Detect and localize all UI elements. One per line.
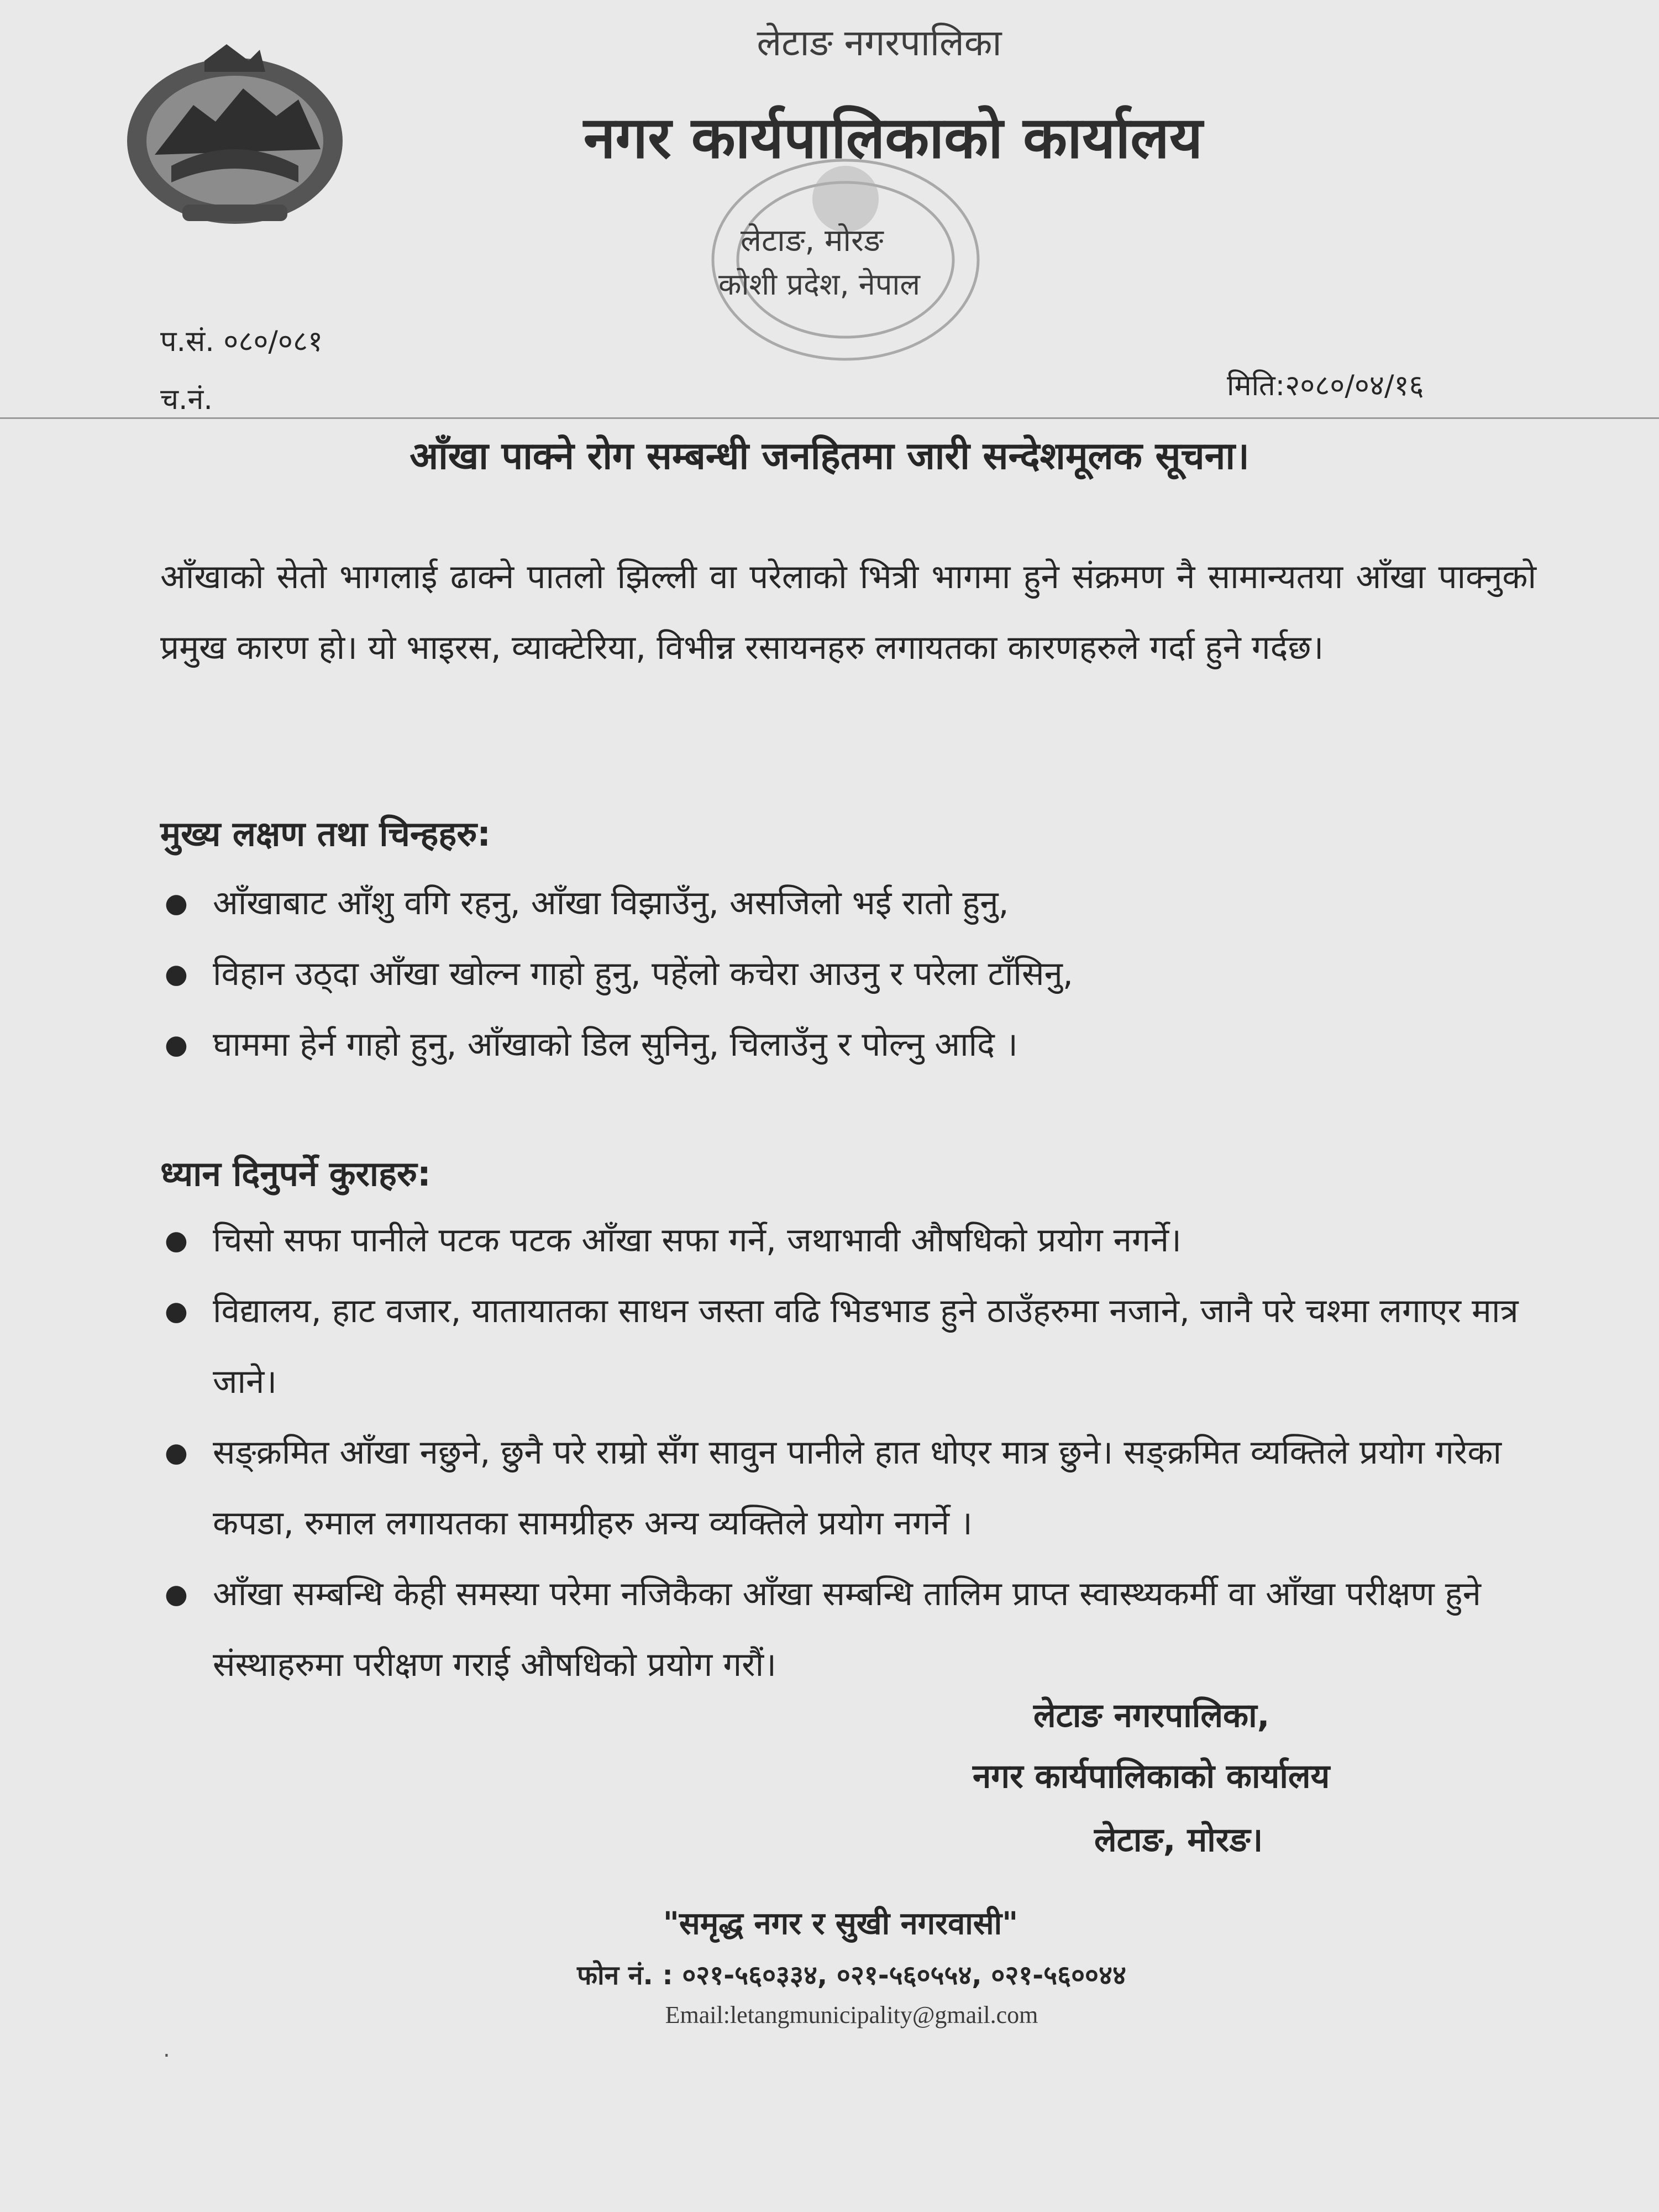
notice-subject: आँखा पाक्ने रोग सम्बन्धी जनहितमा जारी सन्देशमूलक सूचना।: [410, 434, 1250, 478]
bullet-icon: ●: [165, 888, 188, 919]
symptom-text: विहान उठ्दा आँखा खोल्न गाहो हुनु, पहेंलो कचेरा आउनु र परेला टाँसिनु,: [213, 955, 1073, 993]
signature-line2: नगर कार्यपालिकाको कार्यालय: [973, 1757, 1330, 1796]
bullet-icon: ●: [165, 1029, 188, 1060]
bullet-icon: ●: [165, 1296, 188, 1327]
intro-paragraph: आँखाको सेतो भागलाई ढाक्ने पातलो झिल्ली वा परेलाको भित्री भागमा हुने संक्रमण नै सामान्यतया आँखा पाक्नुको प्रमुख कारण हो। यो भाइरस, व्याक्टेरिया, विभीन्न रसायनहरु लगायतका कारणहरुले गर्दा हुने गर्दछ।: [160, 558, 1536, 667]
header-divider: [0, 417, 1659, 419]
precaution-text: विद्यालय, हाट वजार, यातायातका साधन जस्ता वढि भिडभाड हुने ठाउँहरुमा नजाने, जानै परे चश्मा लगाएर मात्र जाने।: [213, 1292, 1519, 1401]
list-item: [160, 1205, 1542, 1276]
footer-phone: फोन नं. : ०२१-५६०३३४, ०२१-५६०५५४, ०२१-५६००४४: [577, 1960, 1126, 1991]
list-item: [160, 939, 1542, 1009]
footer-mark: .: [163, 2037, 170, 2062]
footer-email: Email:letangmunicipality@gmail.com: [665, 2001, 1038, 2028]
letter-date: मिति:२०८०/०४/१६: [1227, 369, 1424, 402]
bullet-icon: ●: [165, 958, 188, 989]
bullet-icon: ●: [165, 1225, 188, 1256]
precautions-heading: ध्यान दिनुपर्ने कुराहरु:: [160, 1154, 431, 1194]
list-item: [160, 1276, 1542, 1417]
list-item: [160, 868, 1542, 939]
symptom-text: घाममा हेर्न गाहो हुनु, आँखाको डिल सुनिनु, चिलाउँनु र पोल्नु आदि ।: [213, 1025, 1018, 1064]
precautions-list: [160, 1205, 1542, 1700]
bullet-icon: ●: [165, 1437, 188, 1468]
list-item: [160, 1559, 1542, 1700]
precaution-text: आँखा सम्बन्धि केही समस्या परेमा नजिकैका आँखा सम्बन्धि तालिम प्राप्त स्वास्थ्यकर्मी वा आँखा परीक्षण हुने संस्थाहरुमा परीक्षण गराई औषधिको प्रयोग गरौं।: [213, 1575, 1481, 1684]
list-item: [160, 1009, 1542, 1080]
dispatch-number: च.नं.: [160, 383, 213, 416]
symptoms-list: [160, 868, 1542, 1080]
bullet-icon: ●: [165, 1579, 188, 1610]
symptom-text: आँखाबाट आँशु वगि रहनु, आँखा विझाउँनु, असजिलो भई रातो हुनु,: [213, 884, 1009, 922]
footer-motto: "समृद्ध नगर र सुखी नगरवासी": [663, 1906, 1019, 1942]
symptoms-heading: मुख्य लक्षण तथा चिन्हहरु:: [160, 814, 491, 854]
office-title: नगर कार्यपालिकाको कार्यालय: [583, 104, 1203, 171]
municipality-name: लेटाङ नगरपालिका: [757, 22, 1002, 64]
signature-line1: लेटाङ नगरपालिका,: [1033, 1696, 1270, 1735]
office-address-line1: लेटाङ, मोरङ: [741, 223, 884, 259]
precaution-text: चिसो सफा पानीले पटक पटक आँखा सफा गर्ने, जथाभावी औषधिको प्रयोग नगर्ने।: [213, 1221, 1182, 1260]
letter-reference-number: प.सं. ०८०/०८१: [160, 325, 323, 358]
list-item: [160, 1417, 1542, 1559]
office-address-line2: कोशी प्रदेश, नेपाल: [718, 267, 921, 302]
signature-line3: लेटाङ, मोरङ।: [1094, 1821, 1263, 1859]
precaution-text: सङ्क्रमित आँखा नछुने, छुनै परे राम्रो सँग सावुन पानीले हात धोएर मात्र छुने। सङ्क्रमित व्यक्तिले प्रयोग गरेका कपडा, रुमाल लगायतका सामग्रीहरु अन्य व्यक्तिले प्रयोग नगर्ने ।: [213, 1433, 1502, 1543]
